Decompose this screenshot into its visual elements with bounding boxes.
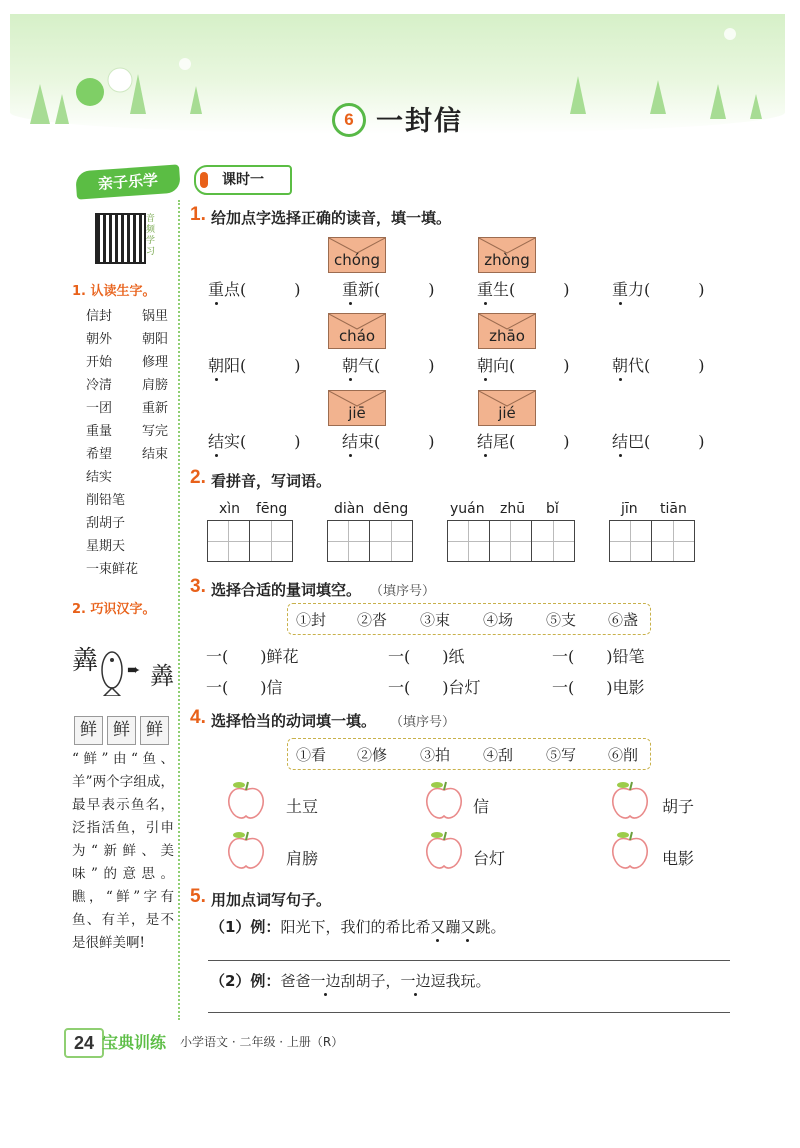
pinyin-label: fēng — [256, 501, 288, 517]
word-list-left — [86, 305, 138, 581]
q3-item[interactable]: 一( )铅笔 — [552, 647, 645, 666]
word: 修理 — [142, 355, 169, 370]
word: 一团 — [86, 401, 113, 416]
q1-item[interactable]: 朝代( ) — [612, 356, 705, 375]
writing-grid[interactable] — [327, 520, 413, 562]
q4-option: ①看 — [296, 746, 327, 764]
q1-item[interactable]: 结实( ) — [208, 432, 301, 451]
arrow-right-icon: ➨ — [127, 660, 141, 679]
word: 重新 — [142, 401, 169, 416]
q4-word: 土豆 — [286, 797, 319, 816]
q5-example-1: （1）例：阳光下，我们的希比希又蹦又跳。 — [210, 918, 506, 936]
q4-note: （填序号） — [390, 715, 456, 730]
q1-number: 1. — [190, 204, 206, 225]
page-number: 24 — [64, 1028, 104, 1058]
apple-answer-icon[interactable] — [224, 830, 268, 870]
word: 锅里 — [142, 309, 169, 324]
fish-icon — [96, 646, 130, 696]
writing-grid[interactable] — [609, 520, 695, 562]
apple-answer-icon[interactable] — [608, 830, 652, 870]
answer-line[interactable] — [208, 1012, 730, 1013]
pinyin-option: jiē — [348, 404, 366, 422]
q3-option: ③束 — [420, 611, 451, 629]
sidebar-paragraph: “鲜”由“鱼、羊”两个字组成，最早表示鱼名，泛指活鱼，引申为“新鲜、美味”的意思。瞧，“鲜”字有鱼、有羊，是不是很鲜美啊! — [72, 751, 174, 951]
q3-option: ②沓 — [357, 611, 388, 629]
q4-options-box — [287, 738, 651, 770]
qr-label: 音频学习 — [146, 214, 156, 257]
q3-title: 选择合适的量词填空。 — [211, 581, 362, 599]
lesson-tag: 课时一 — [194, 165, 292, 195]
word: 重量 — [86, 424, 113, 439]
apple-answer-icon[interactable] — [608, 780, 652, 820]
q3-item[interactable]: 一( )纸 — [388, 647, 465, 666]
glyph-style-box: 鲜 — [74, 716, 103, 745]
q5-example-2: （2）例：爸爸一边刮胡子，一边逗我玩。 — [210, 972, 491, 990]
q5-number: 5. — [190, 886, 206, 907]
q1-item[interactable]: 朝气( ) — [342, 356, 435, 375]
word: 星期天 — [86, 539, 126, 554]
answer-line[interactable] — [208, 960, 730, 961]
pinyin-label: tiān — [660, 501, 687, 517]
q1-item[interactable]: 重力( ) — [612, 280, 705, 299]
word: 结束 — [142, 447, 169, 462]
qr-code[interactable] — [95, 213, 146, 264]
brand-logo: 宝典训练 — [102, 1033, 167, 1052]
pinyin-option: zhòng — [484, 251, 530, 269]
q4-option: ⑥削 — [608, 746, 639, 764]
pinyin-label: jīn — [621, 501, 638, 517]
q3-item[interactable]: 一( )鲜花 — [206, 647, 299, 666]
sidebar-section1-title: 1. 认读生字。 — [72, 284, 156, 299]
pinyin-label: diàn — [334, 501, 365, 517]
envelope-pinyin — [478, 313, 536, 349]
lesson-title: 一封信 — [376, 106, 463, 137]
envelope-pinyin — [328, 313, 386, 349]
sidebar-tag: 亲子乐学 — [75, 164, 181, 199]
sidebar-section2-title: 2. 巧识汉字。 — [72, 602, 156, 617]
q4-option: ⑤写 — [546, 746, 577, 764]
apple-answer-icon[interactable] — [422, 780, 466, 820]
q3-number: 3. — [190, 576, 206, 597]
word: 削铅笔 — [86, 493, 126, 508]
q3-note: （填序号） — [370, 584, 436, 599]
word: 朝外 — [86, 332, 113, 347]
glyph-style-box: 鲜 — [107, 716, 136, 745]
q4-option: ②修 — [357, 746, 388, 764]
word: 希望 — [86, 447, 113, 462]
q1-item[interactable]: 重生( ) — [477, 280, 570, 299]
q3-item[interactable]: 一( )台灯 — [388, 678, 481, 697]
word: 信封 — [86, 309, 113, 324]
pinyin-label: bǐ — [546, 501, 559, 517]
pinyin-option: chóng — [334, 251, 380, 269]
q4-word: 电影 — [662, 849, 695, 868]
apple-answer-icon[interactable] — [422, 830, 466, 870]
word: 开始 — [86, 355, 113, 370]
q4-number: 4. — [190, 707, 206, 728]
q1-item[interactable]: 重新( ) — [342, 280, 435, 299]
pinyin-option: jié — [498, 404, 516, 422]
lesson-number-badge: 6 — [332, 103, 366, 137]
word: 朝阳 — [142, 332, 169, 347]
q2-title: 看拼音，写词语。 — [211, 472, 332, 490]
q3-item[interactable]: 一( )电影 — [552, 678, 645, 697]
q5-title: 用加点词写句子。 — [211, 891, 332, 909]
q3-item[interactable]: 一( )信 — [206, 678, 283, 697]
pinyin-option: zhāo — [489, 327, 525, 345]
word: 一束鲜花 — [86, 562, 139, 577]
pinyin-label: zhū — [500, 501, 526, 517]
book-info: 小学语文 · 二年级 · 上册（R） — [180, 1035, 344, 1049]
q4-option: ④刮 — [483, 746, 514, 764]
q4-word: 台灯 — [473, 849, 506, 868]
q3-options-box — [287, 603, 651, 635]
glyph-ancient: 羴 — [72, 646, 99, 676]
q3-option: ①封 — [296, 611, 327, 629]
q4-word: 胡子 — [662, 797, 695, 816]
envelope-pinyin — [328, 237, 386, 273]
q4-title: 选择恰当的动词填一填。 — [211, 712, 377, 730]
envelope-pinyin — [478, 390, 536, 426]
q1-item[interactable]: 朝向( ) — [477, 356, 570, 375]
q1-item[interactable]: 重点( ) — [208, 280, 301, 299]
apple-answer-icon[interactable] — [224, 780, 268, 820]
q1-item[interactable]: 结尾( ) — [477, 432, 570, 451]
word: 肩膀 — [142, 378, 169, 393]
pinyin-label: yuán — [450, 501, 485, 517]
q4-word: 肩膀 — [286, 849, 319, 868]
envelope-pinyin — [478, 237, 536, 273]
word: 冷清 — [86, 378, 113, 393]
pinyin-label: xìn — [219, 501, 241, 517]
word-list-right — [142, 305, 168, 466]
glyph-modern: 羴 — [150, 662, 174, 690]
writing-grid[interactable] — [447, 520, 575, 562]
q3-option: ⑥盏 — [608, 611, 639, 629]
envelope-pinyin — [328, 390, 386, 426]
q1-item[interactable]: 朝阳( ) — [208, 356, 301, 375]
word: 刮胡子 — [86, 516, 126, 531]
q4-option: ③拍 — [420, 746, 451, 764]
writing-grid[interactable] — [207, 520, 293, 562]
q3-option: ④场 — [483, 611, 514, 629]
word: 写完 — [142, 424, 169, 439]
glyph-style-box: 鲜 — [140, 716, 169, 745]
q1-item[interactable]: 结束( ) — [342, 432, 435, 451]
q2-number: 2. — [190, 467, 206, 488]
word: 结实 — [86, 470, 113, 485]
pinyin-option: cháo — [338, 327, 376, 345]
sidebar-divider — [178, 200, 180, 1020]
pinyin-label: dēng — [373, 501, 409, 517]
q1-title: 给加点字选择正确的读音，填一填。 — [211, 209, 452, 227]
q4-word: 信 — [473, 797, 490, 816]
q1-item[interactable]: 结巴( ) — [612, 432, 705, 451]
q3-option: ⑤支 — [546, 611, 577, 629]
